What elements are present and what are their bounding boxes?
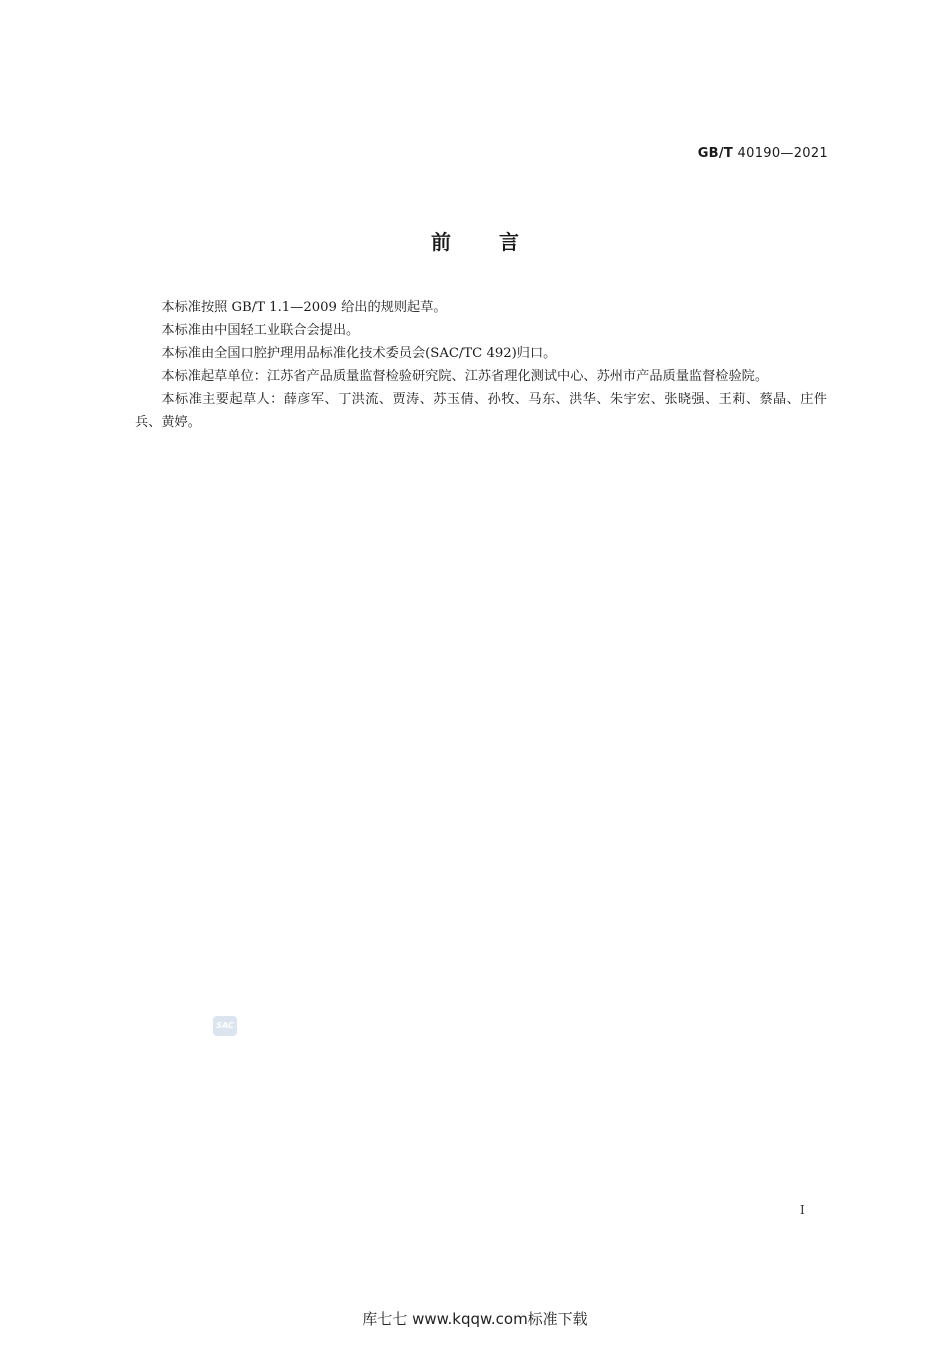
paragraph-drafting-rules: 本标准按照 GB/T 1.1—2009 给出的规则起草。 <box>161 300 447 315</box>
paragraph-drafting-units: 本标准起草单位：江苏省产品质量监督检验研究院、江苏省理化测试中心、苏州市产品质量监督检验院。 <box>161 369 769 384</box>
paragraph-drafters: 本标准主要起草人：薛彦军、丁洪流、贾涛、苏玉倩、孙牧、马东、洪华、朱宇宏、张晓强、王莉、蔡晶、庄件兵、黄婷。 <box>135 392 827 430</box>
standard-number <box>698 146 828 161</box>
foreword-body <box>135 296 827 434</box>
paragraph-committee: 本标准由全国口腔护理用品标准化技术委员会(SAC/TC 492)归口。 <box>161 346 557 361</box>
paragraph-proposer: 本标准由中国轻工业联合会提出。 <box>161 323 360 338</box>
footer-watermark: 库七七 www.kqqw.com标准下载 <box>362 1310 588 1328</box>
page-number: I <box>800 1203 805 1217</box>
page-title: 前言 <box>431 230 567 254</box>
standard-code: 40190—2021 <box>737 146 828 161</box>
standard-prefix: GB/T <box>697 146 734 161</box>
sac-logo-icon: SAC <box>213 1016 237 1036</box>
